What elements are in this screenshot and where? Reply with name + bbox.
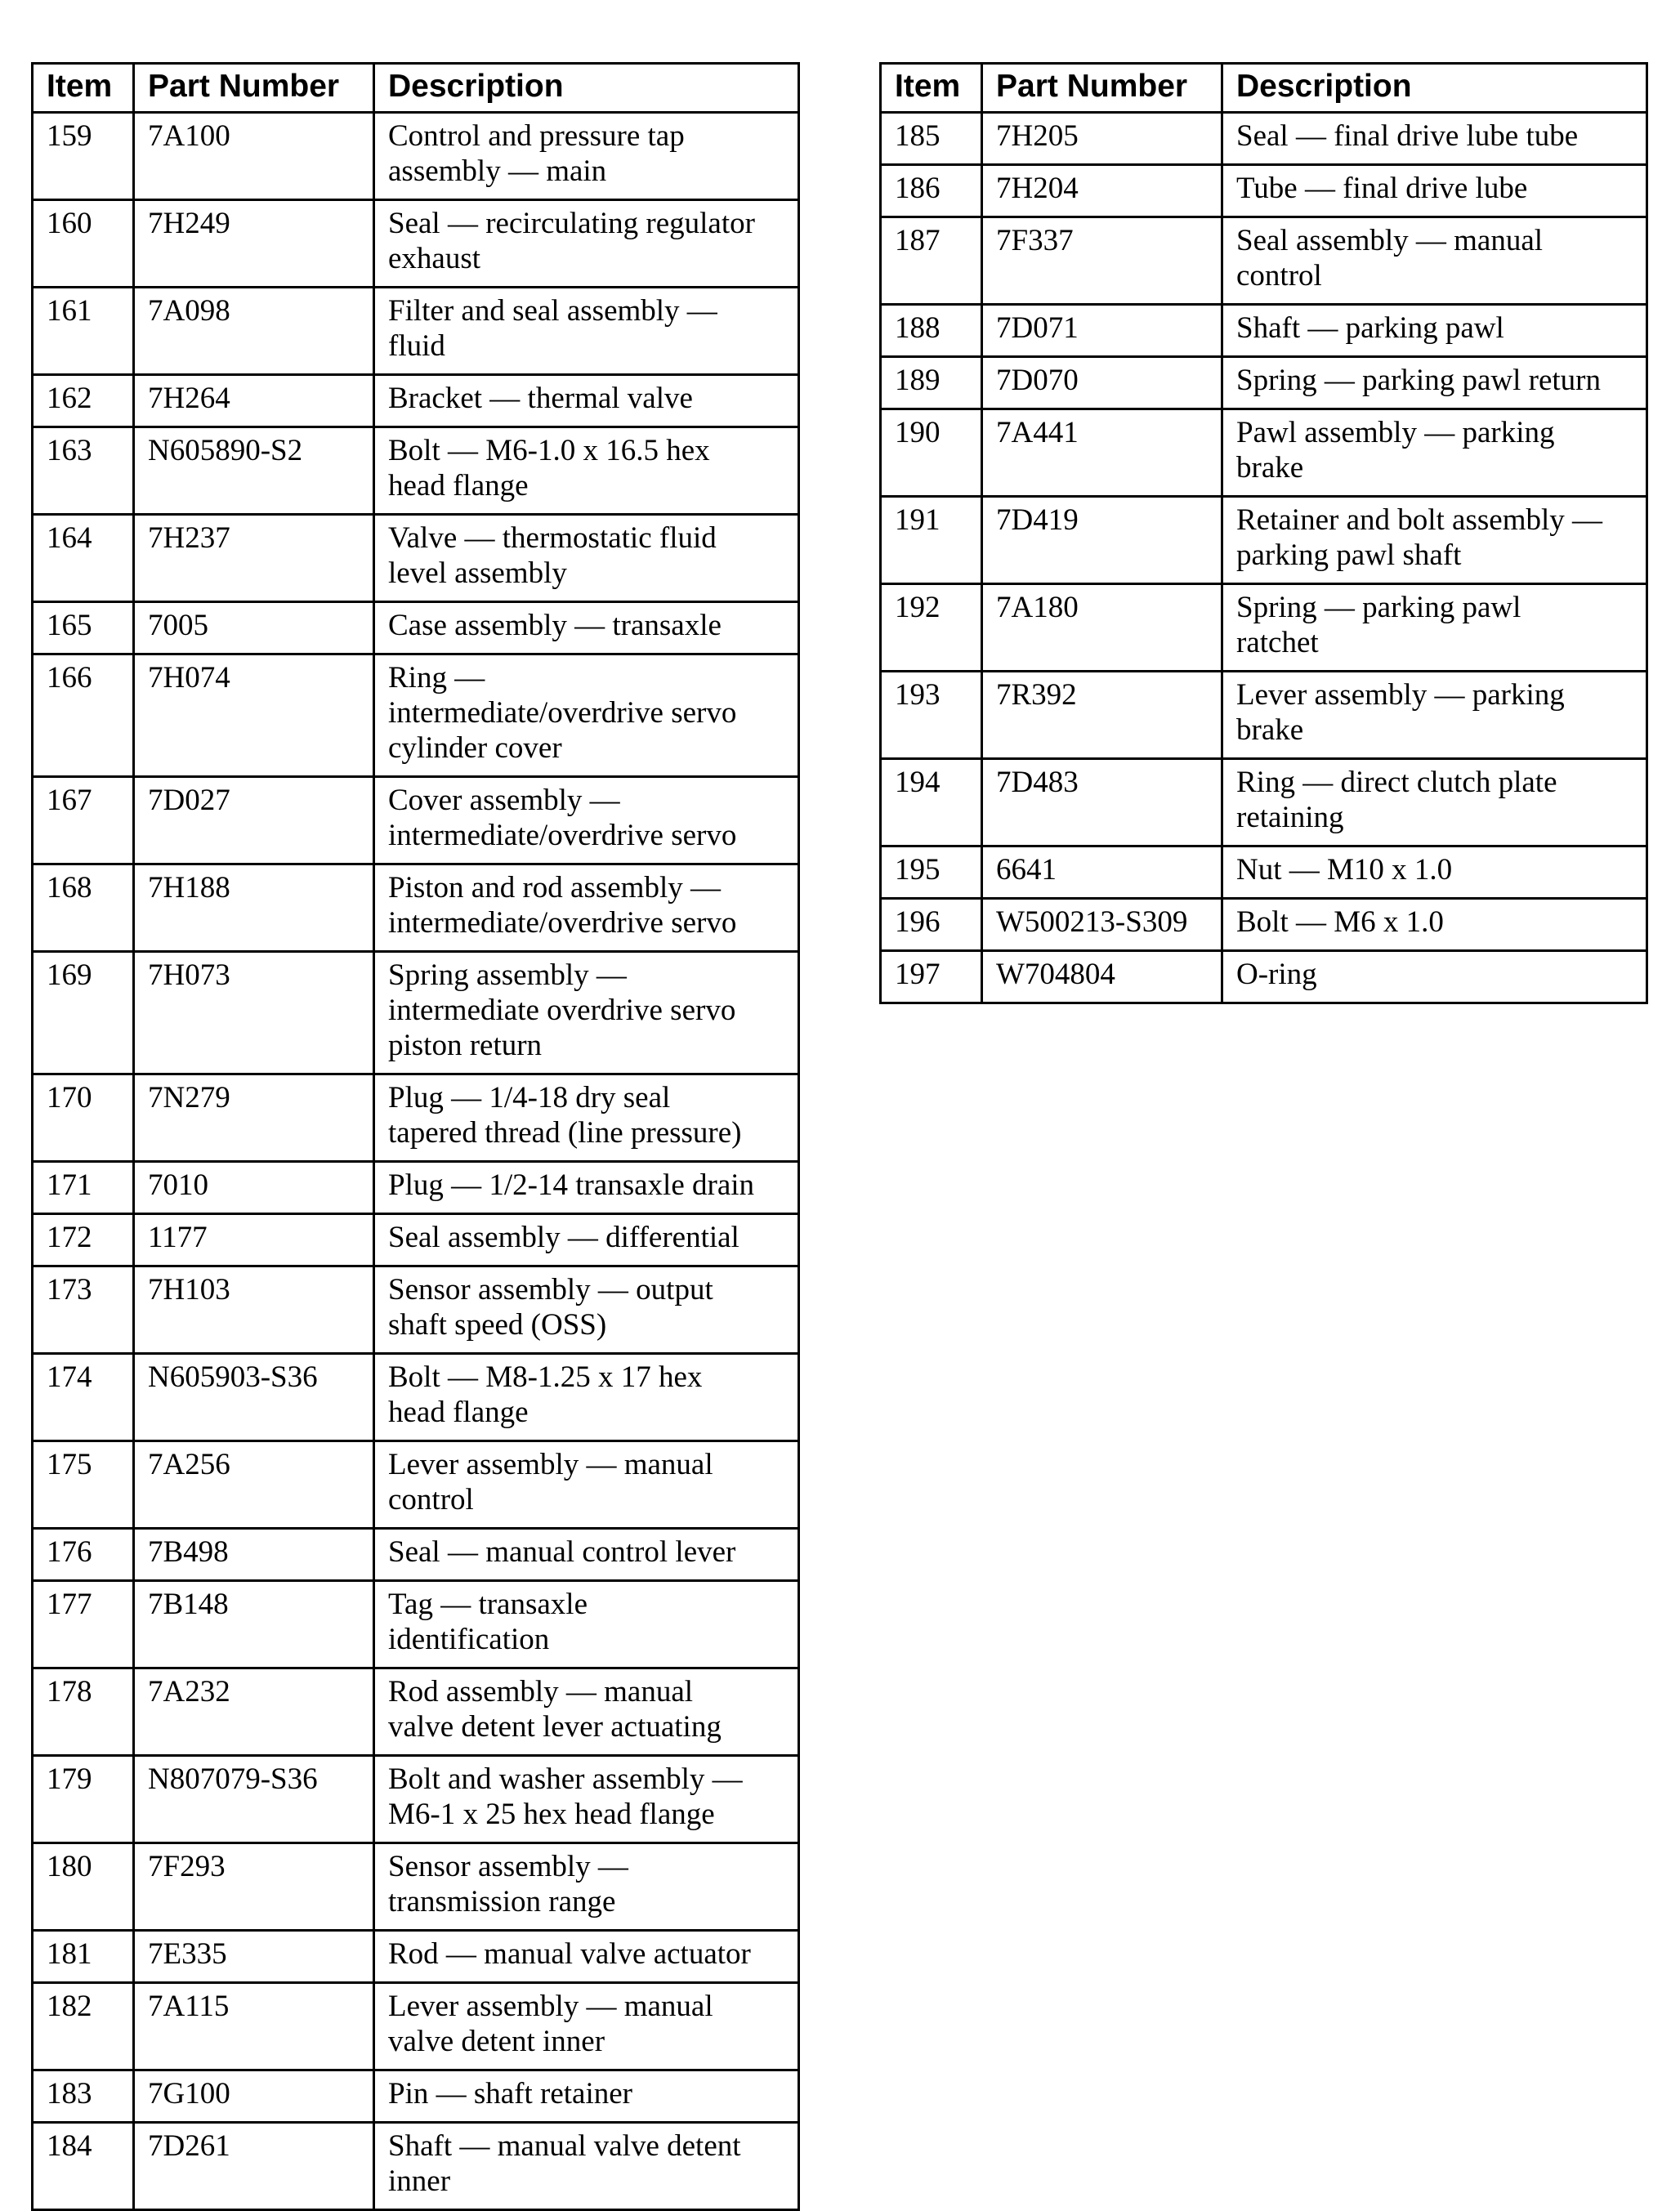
part-number: 7H237: [134, 515, 374, 602]
description-line: Spring — parking pawl: [1236, 591, 1521, 624]
description: [374, 1843, 799, 1931]
description-line: intermediate/overdrive servo: [388, 819, 737, 852]
header-item: Item: [33, 64, 134, 113]
part-number: 7A441: [982, 409, 1222, 497]
item-number: 197: [881, 951, 982, 1003]
item-number: 176: [33, 1529, 134, 1581]
table-row: [881, 951, 1647, 1003]
item-number: 184: [33, 2123, 134, 2210]
table-row: [33, 375, 799, 427]
description: [374, 1266, 799, 1354]
description-line: identification: [388, 1623, 550, 1656]
part-number: 7D261: [134, 2123, 374, 2210]
table-row: [33, 1668, 799, 1756]
description-line: intermediate/overdrive servo: [388, 696, 737, 730]
header-description: Description: [374, 64, 799, 113]
description: [374, 375, 799, 427]
description-line: Seal — manual control lever: [388, 1535, 736, 1569]
table-row: [33, 288, 799, 375]
part-number: 7D027: [134, 777, 374, 864]
description-line: brake: [1236, 713, 1304, 747]
description-line: Pin — shaft retainer: [388, 2077, 632, 2110]
table-row: [881, 217, 1647, 305]
item-number: 164: [33, 515, 134, 602]
description-line: valve detent inner: [388, 2025, 605, 2058]
description: [1222, 899, 1647, 951]
description-line: Lever assembly — manual: [388, 1448, 713, 1481]
description-line: Tube — final drive lube: [1236, 172, 1528, 205]
description-line: ratchet: [1236, 626, 1319, 659]
part-number: 7010: [134, 1162, 374, 1214]
header-item: Item: [881, 64, 982, 113]
part-number: 7H073: [134, 952, 374, 1074]
item-number: 166: [33, 654, 134, 777]
description: [374, 1931, 799, 1983]
description-line: Valve — thermostatic fluid: [388, 521, 717, 555]
item-number: 177: [33, 1581, 134, 1668]
description: [1222, 357, 1647, 409]
part-number: 7A098: [134, 288, 374, 375]
part-number: N807079-S36: [134, 1756, 374, 1843]
description-line: Rod — manual valve actuator: [388, 1937, 751, 1971]
description-line: Seal — recirculating regulator: [388, 207, 755, 240]
description: [374, 1074, 799, 1162]
table-row: [881, 846, 1647, 899]
description-line: level assembly: [388, 556, 567, 590]
description-line: Ring — direct clutch plate: [1236, 766, 1557, 799]
table-row: [33, 1843, 799, 1931]
description-line: Plug — 1/4-18 dry seal: [388, 1081, 671, 1114]
description: [374, 288, 799, 375]
part-number: 7H074: [134, 654, 374, 777]
description-line: brake: [1236, 451, 1304, 485]
item-number: 175: [33, 1441, 134, 1529]
part-number: W500213-S309: [982, 899, 1222, 951]
item-number: 192: [881, 584, 982, 672]
table-row: [881, 409, 1647, 497]
table-row: [33, 952, 799, 1074]
part-number: 7R392: [982, 672, 1222, 759]
part-number: 7D070: [982, 357, 1222, 409]
description-line: retaining: [1236, 801, 1344, 834]
description: [374, 602, 799, 654]
item-number: 195: [881, 846, 982, 899]
table-row: [33, 654, 799, 777]
description-line: control: [1236, 259, 1322, 293]
table-row: [33, 1529, 799, 1581]
description-line: Filter and seal assembly —: [388, 294, 717, 328]
item-number: 160: [33, 200, 134, 288]
item-number: 161: [33, 288, 134, 375]
description-line: Ring —: [388, 661, 485, 695]
description: [374, 200, 799, 288]
part-number: 7A100: [134, 113, 374, 200]
description-line: transmission range: [388, 1885, 616, 1918]
description: [374, 515, 799, 602]
description: [374, 2070, 799, 2123]
table-row: [881, 899, 1647, 951]
table-row: [881, 165, 1647, 217]
part-number: 7H264: [134, 375, 374, 427]
table-row: [33, 2070, 799, 2123]
table-row: [881, 584, 1647, 672]
description: [1222, 217, 1647, 305]
description: [374, 427, 799, 515]
table-row: [33, 1581, 799, 1668]
item-number: 193: [881, 672, 982, 759]
description: [374, 1529, 799, 1581]
item-number: 190: [881, 409, 982, 497]
description: [1222, 951, 1647, 1003]
description-line: Lever assembly — manual: [388, 1990, 713, 2023]
part-number: 7B498: [134, 1529, 374, 1581]
item-number: 163: [33, 427, 134, 515]
description: [374, 1581, 799, 1668]
item-number: 162: [33, 375, 134, 427]
table-row: [33, 1931, 799, 1983]
description-line: Piston and rod assembly —: [388, 871, 721, 904]
table-header-row: [881, 64, 1647, 113]
description-line: Cover assembly —: [388, 784, 620, 817]
item-number: 171: [33, 1162, 134, 1214]
table-row: [33, 2123, 799, 2210]
description-line: intermediate overdrive servo: [388, 994, 736, 1027]
part-number: N605890-S2: [134, 427, 374, 515]
item-number: 189: [881, 357, 982, 409]
description: [1222, 497, 1647, 584]
description: [374, 952, 799, 1074]
description: [374, 1668, 799, 1756]
part-number: 7E335: [134, 1931, 374, 1983]
description-line: Bolt and washer assembly —: [388, 1762, 743, 1796]
item-number: 159: [33, 113, 134, 200]
part-number: 7A115: [134, 1983, 374, 2070]
part-number: 7A180: [982, 584, 1222, 672]
item-number: 173: [33, 1266, 134, 1354]
header-part-number: Part Number: [134, 64, 374, 113]
description-line: shaft speed (OSS): [388, 1308, 607, 1342]
table-row: [881, 497, 1647, 584]
description-line: Nut — M10 x 1.0: [1236, 853, 1453, 887]
description: [374, 777, 799, 864]
description: [1222, 672, 1647, 759]
table-row: [33, 602, 799, 654]
description-line: inner: [388, 2164, 451, 2198]
table-row: [33, 1266, 799, 1354]
description-line: valve detent lever actuating: [388, 1710, 722, 1744]
description: [1222, 409, 1647, 497]
item-number: 188: [881, 305, 982, 357]
table-row: [33, 515, 799, 602]
item-number: 194: [881, 759, 982, 846]
description-line: Bolt — M6-1.0 x 16.5 hex: [388, 434, 710, 467]
description: [1222, 759, 1647, 846]
description-line: head flange: [388, 1396, 529, 1429]
description-line: Bolt — M6 x 1.0: [1236, 905, 1444, 939]
description-line: Shaft — manual valve detent: [388, 2129, 741, 2163]
item-number: 172: [33, 1214, 134, 1266]
item-number: 168: [33, 864, 134, 952]
table-row: [881, 357, 1647, 409]
item-number: 180: [33, 1843, 134, 1931]
table-row: [33, 113, 799, 200]
description: [1222, 305, 1647, 357]
part-number: 7A256: [134, 1441, 374, 1529]
description-line: intermediate/overdrive servo: [388, 906, 737, 940]
part-number: N605903-S36: [134, 1354, 374, 1441]
item-number: 165: [33, 602, 134, 654]
description-line: fluid: [388, 329, 445, 363]
description-line: Seal assembly — differential: [388, 1221, 739, 1254]
item-number: 185: [881, 113, 982, 165]
item-number: 170: [33, 1074, 134, 1162]
table-row: [33, 1354, 799, 1441]
table-row: [33, 1074, 799, 1162]
description-line: parking pawl shaft: [1236, 538, 1462, 572]
description-line: Tag — transaxle: [388, 1588, 588, 1621]
header-description: Description: [1222, 64, 1647, 113]
description-line: exhaust: [388, 242, 481, 275]
description-line: Retainer and bolt assembly —: [1236, 503, 1603, 537]
description-line: Control and pressure tap: [388, 119, 685, 153]
description: [1222, 165, 1647, 217]
table-row: [33, 1162, 799, 1214]
part-number: 7D419: [982, 497, 1222, 584]
part-number: 7H205: [982, 113, 1222, 165]
part-number: 1177: [134, 1214, 374, 1266]
description: [374, 1756, 799, 1843]
description-line: assembly — main: [388, 154, 607, 188]
description: [374, 864, 799, 952]
table-row: [881, 113, 1647, 165]
description-line: Rod assembly — manual: [388, 1675, 694, 1708]
description-line: Shaft — parking pawl: [1236, 311, 1504, 345]
item-number: 178: [33, 1668, 134, 1756]
table-row: [33, 1441, 799, 1529]
description: [374, 1983, 799, 2070]
table-row: [881, 759, 1647, 846]
table-row: [33, 1214, 799, 1266]
description-line: head flange: [388, 469, 529, 502]
table-row: [33, 427, 799, 515]
description-line: Seal assembly — manual: [1236, 224, 1544, 257]
description-line: Lever assembly — parking: [1236, 678, 1565, 712]
description: [374, 1354, 799, 1441]
description: [374, 1162, 799, 1214]
description: [374, 1441, 799, 1529]
description-line: Bolt — M8-1.25 x 17 hex: [388, 1360, 703, 1394]
table-row: [33, 1756, 799, 1843]
item-number: 182: [33, 1983, 134, 2070]
part-number: 7F293: [134, 1843, 374, 1931]
description: [374, 1214, 799, 1266]
table-header-row: [33, 64, 799, 113]
description-line: tapered thread (line pressure): [388, 1116, 742, 1150]
description-line: cylinder cover: [388, 731, 562, 765]
item-number: 179: [33, 1756, 134, 1843]
description-line: Case assembly — transaxle: [388, 609, 722, 642]
description: [1222, 584, 1647, 672]
item-number: 174: [33, 1354, 134, 1441]
description: [374, 2123, 799, 2210]
part-number: 7H249: [134, 200, 374, 288]
part-number: 7H204: [982, 165, 1222, 217]
part-number: 7H188: [134, 864, 374, 952]
table-row: [33, 200, 799, 288]
description-line: M6-1 x 25 hex head flange: [388, 1798, 715, 1831]
description-line: Bracket — thermal valve: [388, 382, 693, 415]
item-number: 191: [881, 497, 982, 584]
item-number: 181: [33, 1931, 134, 1983]
part-number: 7H103: [134, 1266, 374, 1354]
description: [1222, 113, 1647, 165]
description: [374, 654, 799, 777]
part-number: 7G100: [134, 2070, 374, 2123]
description-line: Sensor assembly — output: [388, 1273, 713, 1306]
parts-table-right: [879, 62, 1648, 1004]
item-number: 186: [881, 165, 982, 217]
part-number: 7F337: [982, 217, 1222, 305]
description-line: O-ring: [1236, 958, 1317, 991]
description-line: Plug — 1/2-14 transaxle drain: [388, 1168, 755, 1202]
item-number: 167: [33, 777, 134, 864]
item-number: 183: [33, 2070, 134, 2123]
description: [374, 113, 799, 200]
part-number: 7D483: [982, 759, 1222, 846]
part-number: 7005: [134, 602, 374, 654]
item-number: 187: [881, 217, 982, 305]
description-line: Spring — parking pawl return: [1236, 364, 1601, 397]
description-line: Seal — final drive lube tube: [1236, 119, 1579, 153]
description: [1222, 846, 1647, 899]
part-number: 7N279: [134, 1074, 374, 1162]
parts-table-left: [31, 62, 800, 2211]
description-line: Spring assembly —: [388, 958, 627, 992]
part-number: 6641: [982, 846, 1222, 899]
table-row: [33, 777, 799, 864]
description-line: Pawl assembly — parking: [1236, 416, 1555, 449]
item-number: 169: [33, 952, 134, 1074]
part-number: 7A232: [134, 1668, 374, 1756]
table-row: [881, 305, 1647, 357]
table-row: [33, 864, 799, 952]
part-number: 7D071: [982, 305, 1222, 357]
item-number: 196: [881, 899, 982, 951]
description-line: Sensor assembly —: [388, 1850, 628, 1883]
table-row: [33, 1983, 799, 2070]
description-line: control: [388, 1483, 474, 1516]
part-number: 7B148: [134, 1581, 374, 1668]
table-row: [881, 672, 1647, 759]
part-number: W704804: [982, 951, 1222, 1003]
description-line: piston return: [388, 1029, 543, 1062]
header-part-number: Part Number: [982, 64, 1222, 113]
